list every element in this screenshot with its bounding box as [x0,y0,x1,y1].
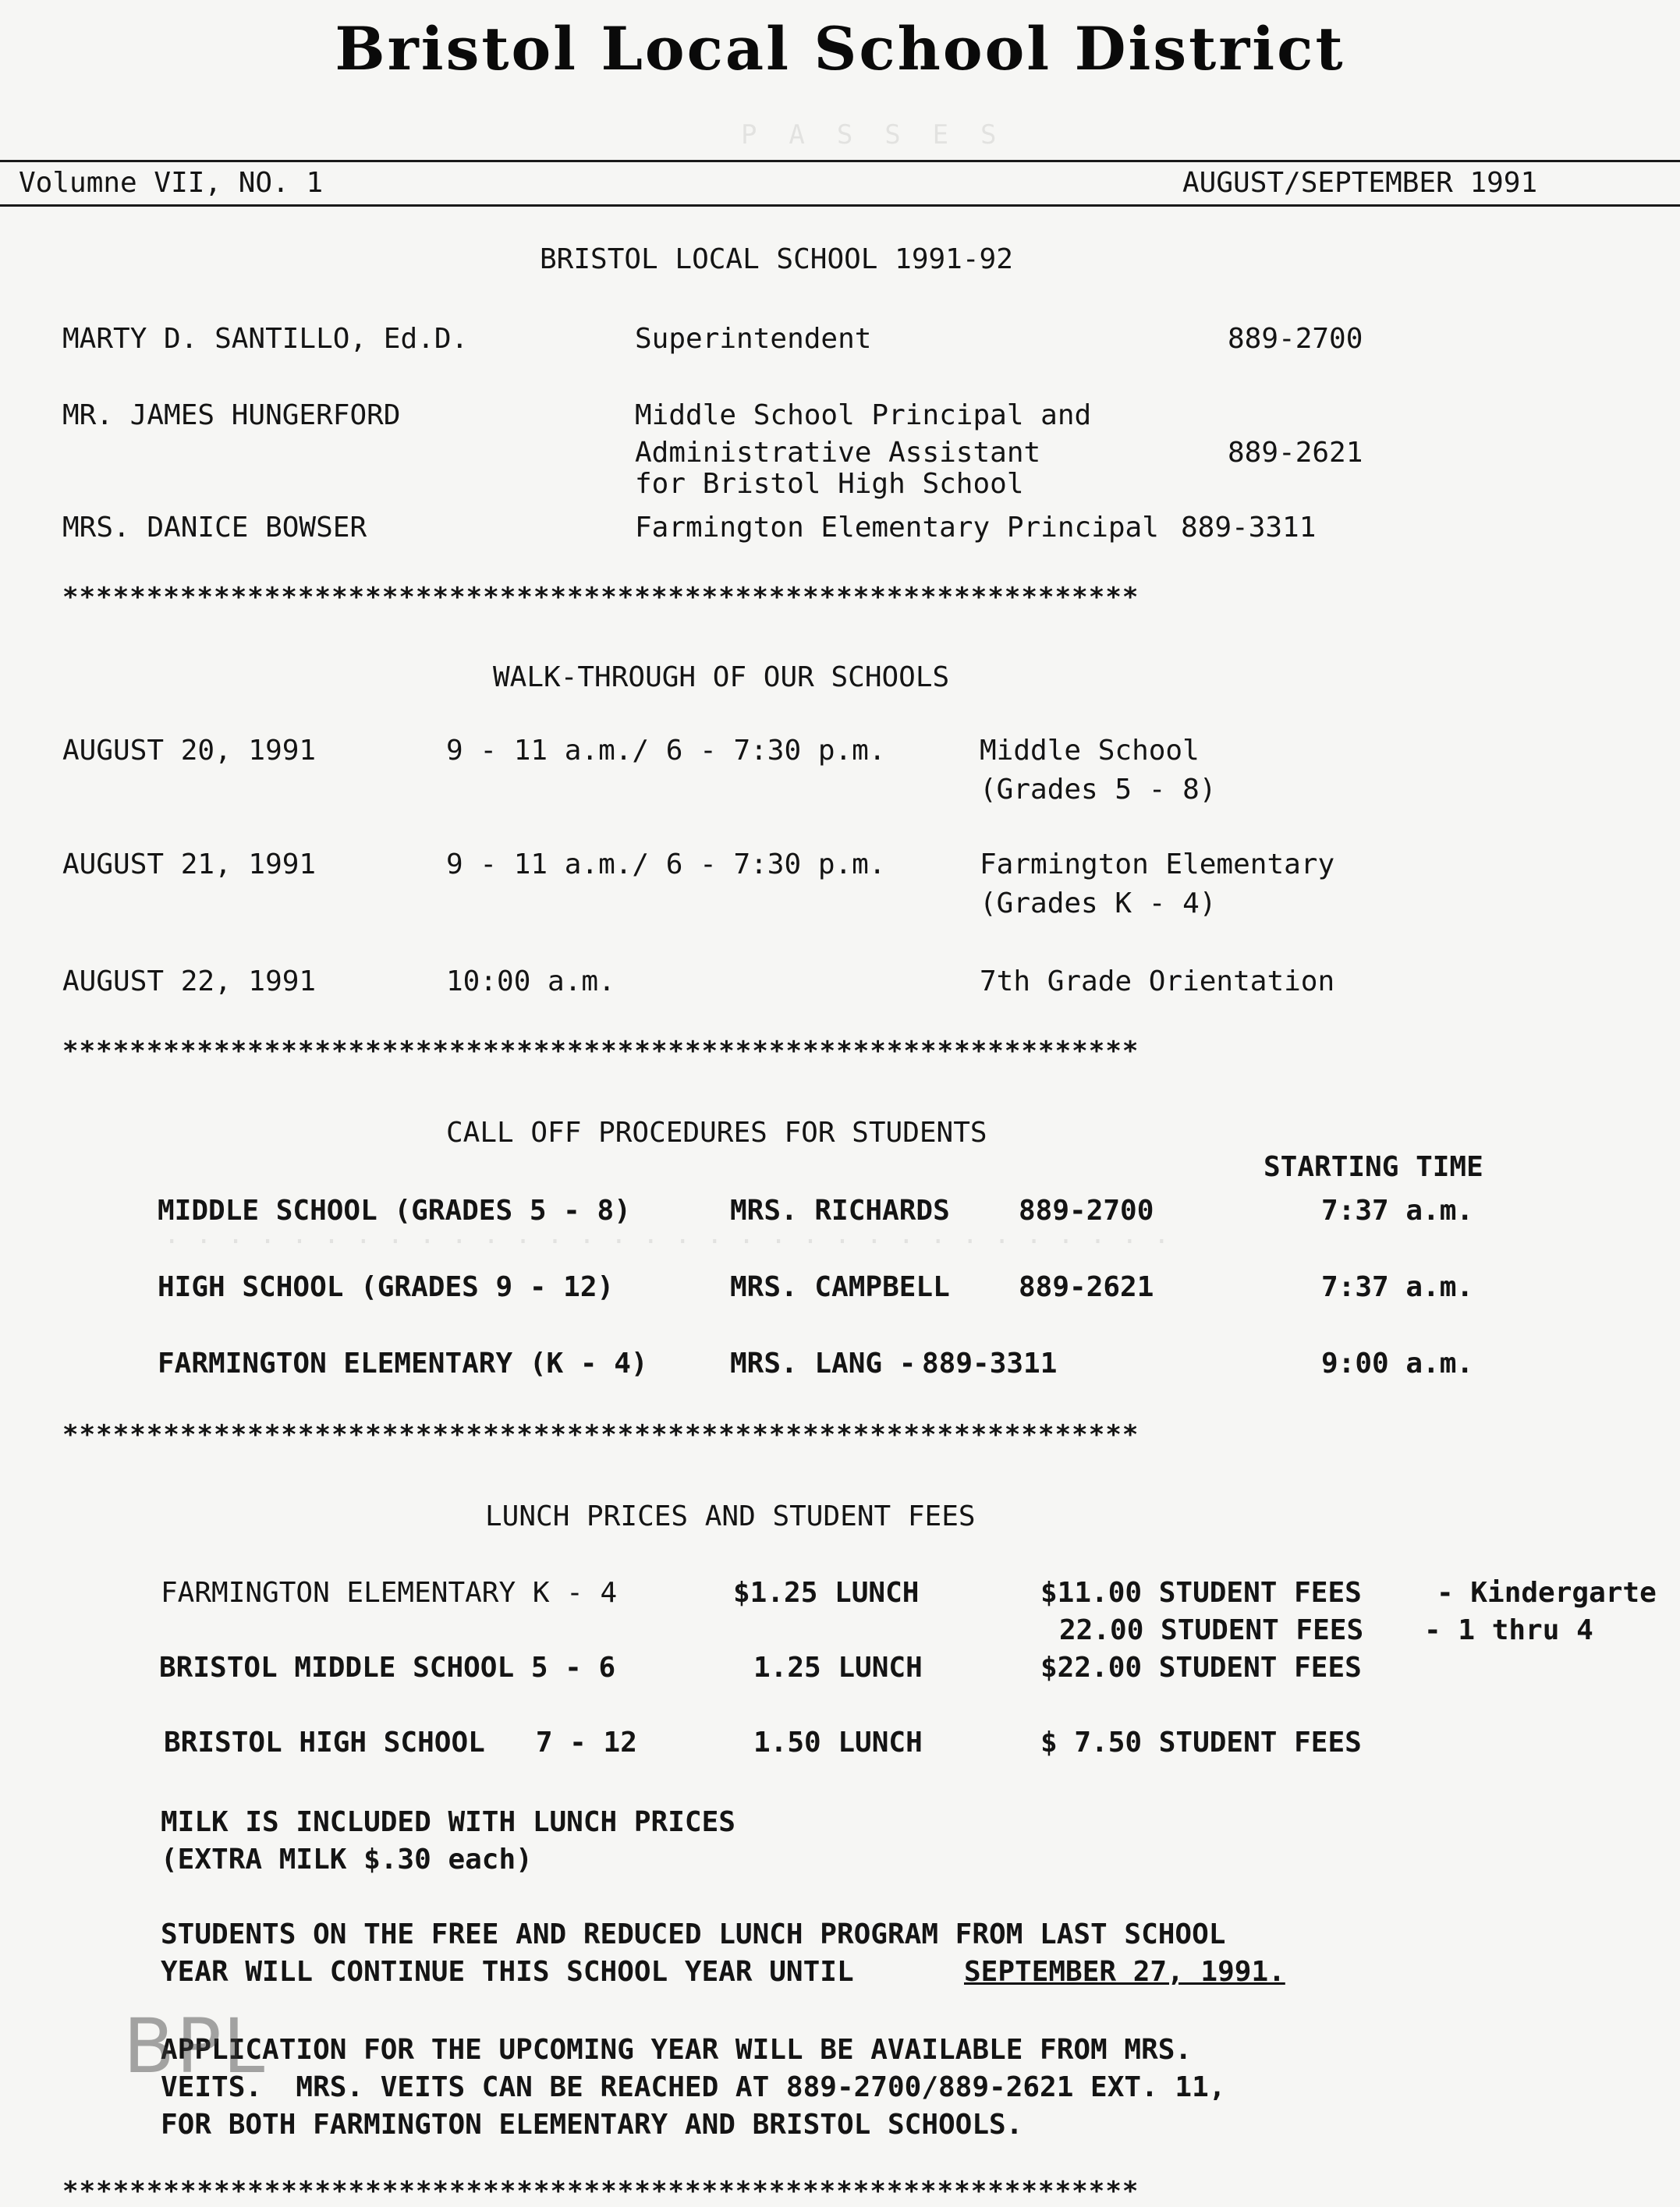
walkthrough-detail: (Grades 5 - 8) [980,774,1217,806]
walkthrough-detail: (Grades K - 4) [980,887,1217,919]
application-note: FOR BOTH FARMINGTON ELEMENTARY AND BRISTOL SCHOOLS. [161,2109,1023,2141]
staff-phone: 889-2700 [1228,323,1363,355]
separator-stars: **************************************************************** [62,1419,1139,1451]
starting-time-header: STARTING TIME [1264,1151,1483,1183]
staff-role-line: Administrative Assistant [635,437,1041,469]
walkthrough-time: 10:00 a.m. [446,965,615,997]
lunch-school: FARMINGTON ELEMENTARY K - 4 [161,1577,618,1609]
calloff-title: CALL OFF PROCEDURES FOR STUDENTS [446,1117,987,1149]
lunch-price: 1.25 LUNCH [753,1652,923,1684]
lunch-school: BRISTOL MIDDLE SCHOOL 5 - 6 [159,1652,616,1684]
separator-stars: **************************************************************** [62,2176,1139,2207]
application-note: VEITS. MRS. VEITS CAN BE REACHED AT 889-2700/889-2621 EXT. 11, [161,2071,1226,2103]
walkthrough-date: AUGUST 20, 1991 [62,735,317,767]
fee-note: - Kindergarte [1437,1577,1657,1609]
walkthrough-event: Farmington Elementary [980,848,1335,880]
staff-name: MARTY D. SANTILLO, Ed.D. [62,323,469,355]
calloff-contact: MRS. RICHARDS [730,1195,950,1227]
staff-role-line: Middle School Principal and [635,399,1092,431]
staff-phone: 889-2621 [1228,437,1363,469]
walkthrough-time: 9 - 11 a.m./ 6 - 7:30 p.m. [446,735,886,767]
calloff-start-time: 9:00 a.m. [1321,1348,1474,1380]
calloff-phone: 889-2621 [1019,1271,1154,1303]
walkthrough-title: WALK-THROUGH OF OUR SCHOOLS [493,661,950,693]
issue-date: AUGUST/SEPTEMBER 1991 [1182,167,1538,199]
header-rule-bottom [0,204,1680,207]
student-fee: 22.00 STUDENT FEES [1059,1614,1364,1646]
staff-role: Superintendent [635,323,872,355]
staff-role-line: for Bristol High School [635,468,1024,500]
library-watermark: BPL [123,2003,267,2090]
milk-note: MILK IS INCLUDED WITH LUNCH PRICES [161,1806,735,1838]
free-lunch-note: YEAR WILL CONTINUE THIS SCHOOL YEAR UNTIL [161,1956,854,1988]
calloff-phone: 889-2700 [1019,1195,1154,1227]
calloff-school: MIDDLE SCHOOL (GRADES 5 - 8) [158,1195,631,1227]
calloff-start-time: 7:37 a.m. [1321,1271,1474,1303]
lunch-title: LUNCH PRICES AND STUDENT FEES [485,1500,976,1532]
staff-section-title: BRISTOL LOCAL SCHOOL 1991-92 [540,243,1013,275]
lunch-school: BRISTOL HIGH SCHOOL 7 - 12 [164,1727,637,1759]
calloff-contact: MRS. CAMPBELL [730,1271,950,1303]
staff-name: MR. JAMES HUNGERFORD [62,399,401,431]
separator-stars: **************************************************************** [62,582,1139,613]
student-fee: $11.00 STUDENT FEES [1040,1577,1362,1609]
staff-phone: 889-3311 [1181,512,1317,544]
lunch-price: 1.50 LUNCH [753,1727,923,1759]
header-rule-top [0,160,1680,162]
volume-number: Volumne VII, NO. 1 [19,167,324,199]
walkthrough-date: AUGUST 22, 1991 [62,965,317,997]
calloff-school: HIGH SCHOOL (GRADES 9 - 12) [158,1271,615,1303]
staff-role: Farmington Elementary Principal [635,512,1159,544]
walkthrough-time: 9 - 11 a.m./ 6 - 7:30 p.m. [446,848,886,880]
free-lunch-deadline: SEPTEMBER 27, 1991. [964,1956,1285,1988]
walkthrough-event: 7th Grade Orientation [980,965,1335,997]
fee-note: - 1 thru 4 [1424,1614,1593,1646]
milk-note-extra: (EXTRA MILK $.30 each) [161,1844,533,1876]
lunch-price: $1.25 LUNCH [733,1577,920,1609]
student-fee: $22.00 STUDENT FEES [1040,1652,1362,1684]
calloff-phone: 889-3311 [922,1348,1058,1380]
calloff-school: FARMINGTON ELEMENTARY (K - 4) [158,1348,648,1380]
separator-stars: **************************************************************** [62,1036,1139,1067]
masthead-title: Bristol Local School District [335,14,1345,83]
bleed-through-text: . . . . . . . . . . . . . . . . . . . . . . . . . . . . . . . . [164,1219,1170,1250]
application-note: APPLICATION FOR THE UPCOMING YEAR WILL BE AVAILABLE FROM MRS. [161,2034,1193,2066]
walkthrough-event: Middle School [980,735,1200,767]
bleed-through-text: P A S S E S [741,119,997,151]
calloff-start-time: 7:37 a.m. [1321,1195,1474,1227]
free-lunch-note: STUDENTS ON THE FREE AND REDUCED LUNCH PROGRAM FROM LAST SCHOOL [161,1918,1226,1950]
walkthrough-date: AUGUST 21, 1991 [62,848,317,880]
staff-name: MRS. DANICE BOWSER [62,512,367,544]
calloff-contact: MRS. LANG - [730,1348,916,1380]
student-fee: $ 7.50 STUDENT FEES [1040,1727,1362,1759]
